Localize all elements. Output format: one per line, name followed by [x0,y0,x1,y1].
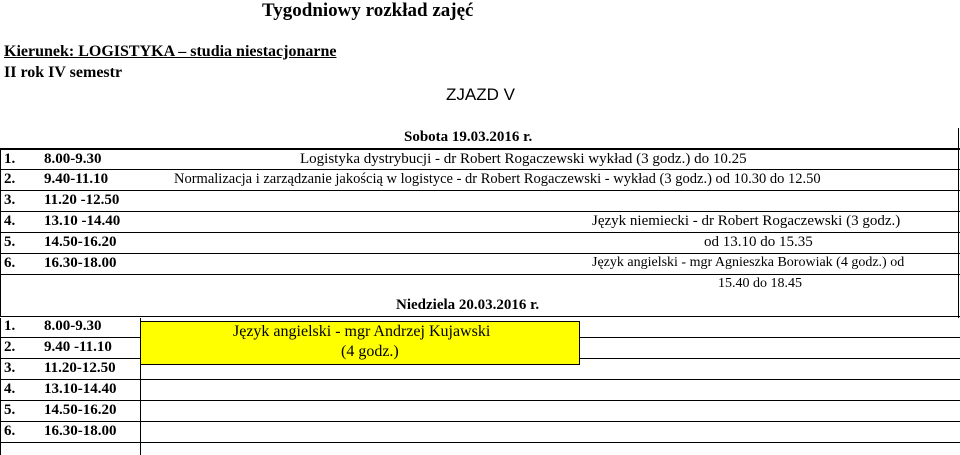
slot-time: 13.10-14.40 [44,381,117,397]
slot-time: 16.30-18.00 [44,423,117,439]
slot-time: 9.40 -11.10 [44,339,112,355]
slot-number: 5. [4,402,16,418]
table-row [0,401,960,422]
slot-number: 6. [4,255,16,271]
slot-number: 1. [4,151,16,167]
sunday-header-row [0,296,960,317]
table-row [0,170,960,191]
saturday-day-label: Sobota 19.03.2016 r. [404,129,533,145]
class-logistyka: Logistyka dystrybucji - dr Robert Rogaczewski wykład (3 godz.) do 10.25 [300,151,747,167]
slot-time: 8.00-9.30 [44,318,102,334]
class-angielski-sat-line1: Język angielski - mgr Agnieszka Borowiak (4 godz.) od [592,255,905,270]
slot-time: 8.00-9.30 [44,151,102,167]
table-row [0,380,960,401]
zjazd-label: ZJAZD V [446,85,515,104]
slot-number: 6. [4,423,16,439]
table-row [0,191,960,212]
slot-time: 9.40-11.10 [44,171,109,187]
class-niemiecki-line1: Język niemiecki - dr Robert Rogaczewski (3 godz.) [592,213,901,229]
slot-number: 3. [4,192,16,208]
slot-number: 4. [4,381,16,397]
table-row [0,233,960,254]
table-row [0,254,960,275]
table-border-left-sunday [0,318,1,455]
class-angielski-sun-line2: (4 godz.) [341,343,399,360]
slot-number: 2. [4,171,16,187]
slot-number: 2. [4,339,16,355]
table-row [0,149,960,170]
year-semester-heading: II rok IV semestr [4,64,123,81]
class-angielski-sat-line2: 15.40 do 18.45 [718,276,802,291]
class-angielski-sun-block [140,321,580,365]
slot-time: 14.50-16.20 [44,402,117,418]
sunday-day-label: Niedziela 20.03.2016 r. [396,297,540,313]
slot-number: 4. [4,213,16,229]
slot-number: 3. [4,360,16,376]
slot-time: 14.50-16.20 [44,234,117,250]
slot-number: 5. [4,234,16,250]
table-border-right [958,128,959,318]
page-title: Tygodniowy rozkład zajęć [262,0,474,21]
faculty-heading: Kierunek: LOGISTYKA – studia niestacjonarne [4,43,337,60]
class-niemiecki-line2: od 13.10 do 15.35 [704,234,813,250]
slot-time: 11.20-12.50 [44,360,116,376]
slot-time: 11.20 -12.50 [44,192,120,208]
table-row [0,212,960,233]
table-row [0,422,960,443]
schedule-table [0,128,960,443]
slot-time: 16.30-18.00 [44,255,117,271]
class-normalizacja: Normalizacja i zarządzanie jakością w logistyce - dr Robert Rogaczewski - wykład (3 godz.) od 10.30 do 12.50 [174,171,821,187]
slot-number: 1. [4,318,16,334]
slot-time: 13.10 -14.40 [44,213,121,229]
saturday-header-row [0,128,960,149]
class-angielski-sun-line1: Język angielski - mgr Andrzej Kujawski [233,323,491,340]
table-border-left [0,148,1,316]
continuation-row [0,275,960,296]
